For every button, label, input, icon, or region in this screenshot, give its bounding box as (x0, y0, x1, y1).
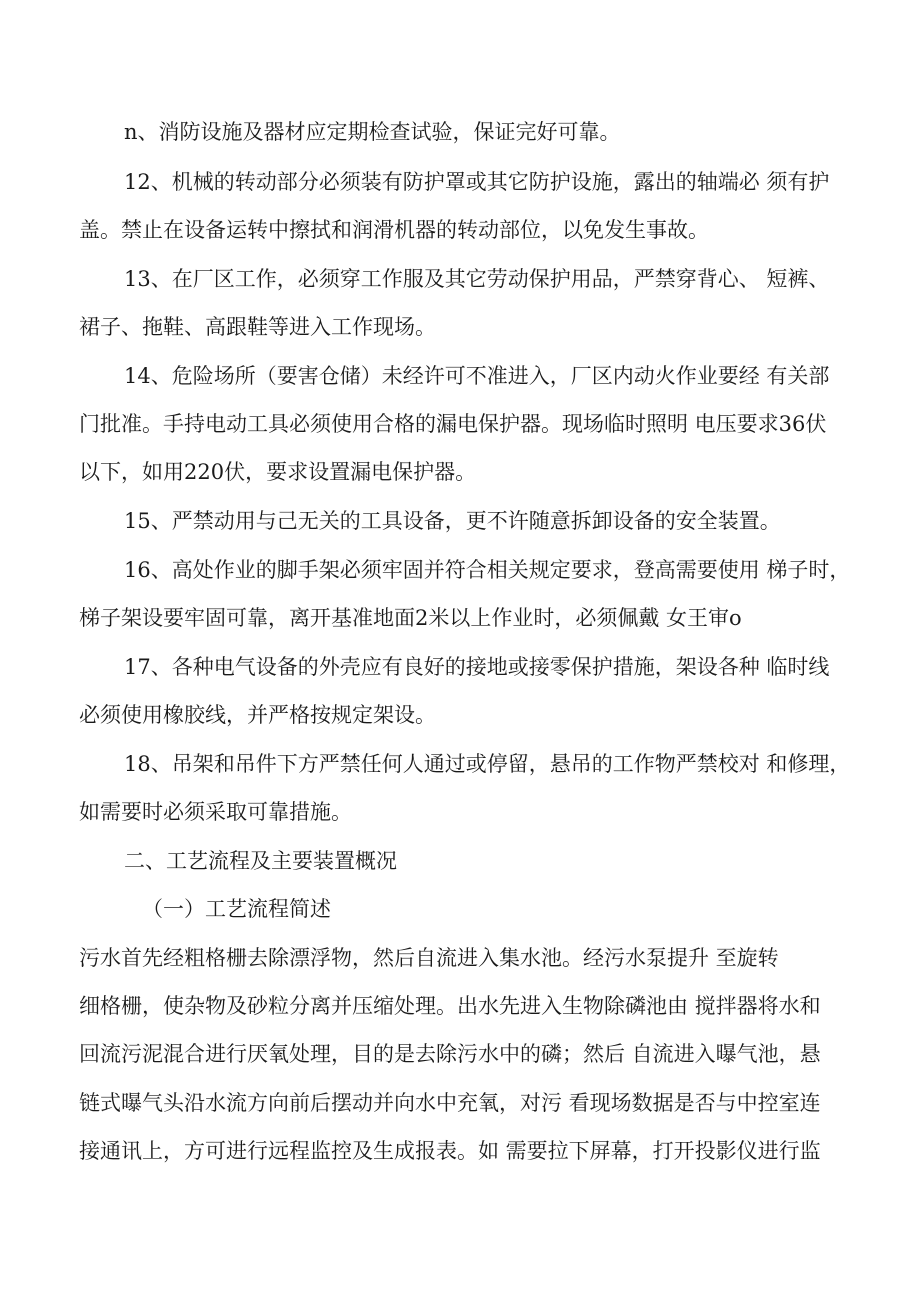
rule-18-line-1: 18、吊架和吊件下方严禁任何人通过或停留，悬吊的工作物严禁校对 和修理， (124, 752, 851, 776)
rule-17-line-1: 17、各种电气设备的外壳应有良好的接地或接零保护措施，架设各种 临时线 (124, 655, 830, 679)
rule-16-line-2: 梯子架设要牢固可靠，离开基准地面2米以上作业时，必须佩戴 女王审o (79, 606, 742, 630)
process-line-5: 接通讯上，方可进行远程监控及生成报表。如 需要拉下屏幕，打开投影仪进行监 (79, 1139, 821, 1163)
rule-14-line-2: 门批准。手持电动工具必须使用合格的漏电保护器。现场临时照明 电压要求36伏 (79, 412, 827, 436)
process-line-2: 细格栅，使杂物及砂粒分离并压缩处理。出水先进入生物除磷池由 搅拌器将水和 (79, 994, 821, 1018)
rule-18-line-2: 如需要时必须采取可靠措施。 (79, 800, 352, 824)
rule-14-line-1: 14、危险场所（要害仓储）未经许可不准进入，厂区内动火作业要经 有关部 (124, 364, 830, 388)
rule-16-line-1: 16、高处作业的脚手架必须牢固并符合相关规定要求，登高需要使用 梯子时， (124, 558, 851, 582)
rule-13-line-2: 裙子、拖鞋、高跟鞋等进入工作现场。 (79, 315, 436, 339)
rule-14-line-3: 以下，如用220伏，要求设置漏电保护器。 (79, 460, 477, 484)
section-heading: 二、工艺流程及主要装置概况 (124, 849, 397, 873)
rule-12-line-1: 12、机械的转动部分必须装有防护罩或其它防护设施，露出的轴端必 须有护 (124, 170, 830, 194)
process-line-4: 链式曝气头沿水流方向前后摆动并向水中充氧，对污 看现场数据是否与中控室连 (79, 1091, 821, 1115)
process-line-1: 污水首先经粗格栅去除漂浮物，然后自流进入集水池。经污水泵提升 至旋转 (79, 946, 779, 970)
rule-12-line-2: 盖。禁止在设备运转中擦拭和润滑机器的转动部位，以免发生事故。 (79, 218, 709, 242)
rule-11-line-1: n、消防设施及器材应定期检查试验，保证完好可靠。 (124, 120, 621, 144)
process-line-3: 回流污泥混合进行厌氧处理，目的是去除污水中的磷；然后 自流进入曝气池，悬 (79, 1042, 821, 1066)
rule-17-line-2: 必须使用橡胶线，并严格按规定架设。 (79, 703, 436, 727)
rule-13-line-1: 13、在厂区工作，必须穿工作服及其它劳动保护用品，严禁穿背心、 短裤、 (124, 267, 830, 291)
subsection-heading: （一）工艺流程简述 (142, 897, 331, 921)
rule-15-line-1: 15、严禁动用与己无关的工具设备，更不许随意拆卸设备的安全装置。 (124, 509, 781, 533)
